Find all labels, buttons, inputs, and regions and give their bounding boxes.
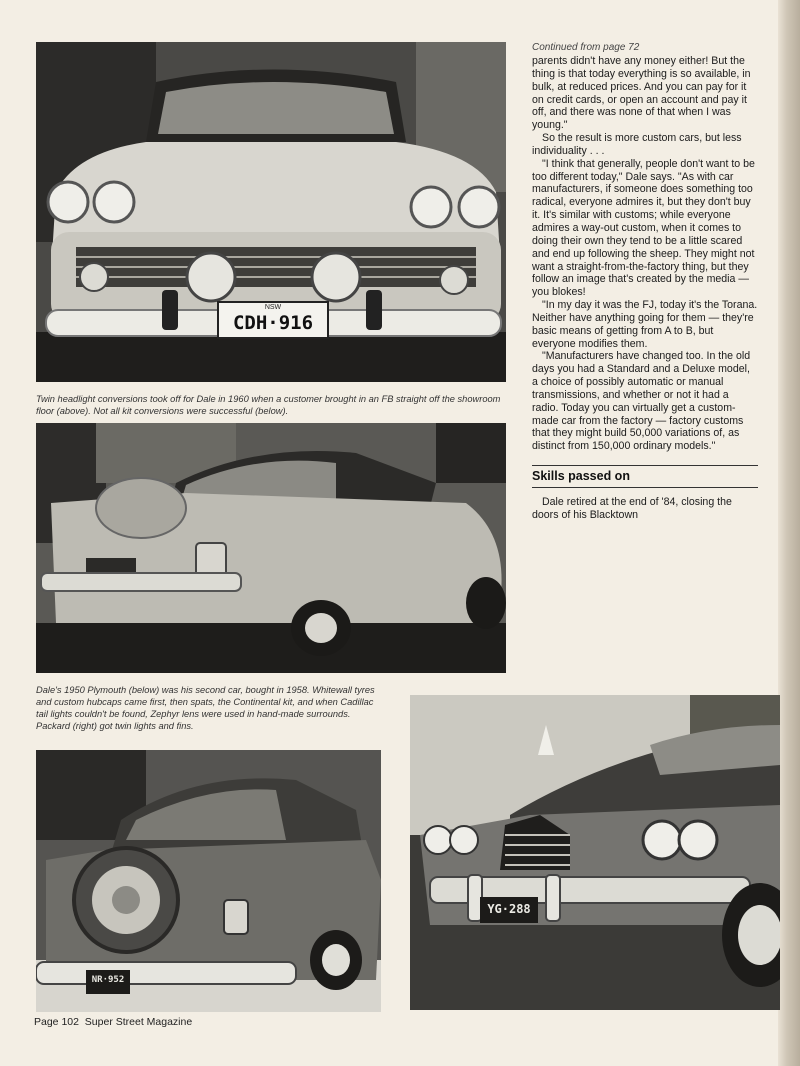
- subhead-rule: [532, 465, 758, 488]
- page-footer: Page 102 Super Street Magazine: [34, 1016, 193, 1028]
- packard-license-plate: YG·288: [487, 902, 531, 916]
- plymouth-license-plate: NR·952: [91, 975, 125, 985]
- article-paragraph: "I think that generally, people don't want to be too different today," Dale says. "As with car manufacturers, if someone does something too radical, everyone admires it, but they don't buy it. It's similar with customs; while everyone admires a way-out custom, when it comes to doing their own they tend to be a little scared and end up following the sheep. They might not want a straight-from-the-factory thing, but they follow an image that's created by the media — you blokes!: [532, 157, 755, 299]
- fb-plate-top: NSW: [264, 304, 282, 311]
- subhead-skills-passed-on: Skills passed on: [532, 469, 630, 484]
- page-spine-shadow: [778, 0, 800, 1066]
- article-paragraph: "Manufacturers have changed too. In the old days you had a Standard and a Deluxe model, a choice of possibly automatic or manual transmissions, and whether or not it had a radio. Today you can virtually get a custom-made car from the factory — factory customs that they might build 50,000 variations of, as distinct from 150,000 ordinary models.": [532, 350, 751, 453]
- article-column: [532, 42, 758, 522]
- article-paragraph: So the result is more custom cars, but less individuality . . .: [532, 132, 742, 157]
- article-paragraph: "In my day it was the FJ, today it's the Torana. Neither have anything going for them — they're basic means of getting from A to B, but everyone modifies them.: [532, 299, 758, 350]
- fb-license-plate: CDH·916: [232, 312, 314, 334]
- photo-plymouth-rear: [36, 750, 381, 1012]
- article-paragraph: parents didn't have any money either! But the thing is that today everything is so available, in bulk, at reduced prices. And you can pay for it on credit cards, or open an account and pay it off, and there was none of that when I was young.": [532, 55, 751, 132]
- photo-fb-holden-front: [36, 42, 506, 382]
- article-closing-paragraph: Dale retired at the end of '84, closing the doors of his Blacktown: [532, 496, 732, 521]
- caption-bottom: Dale's 1950 Plymouth (below) was his second car, bought in 1958. Whitewall tyres and custom hubcaps came first, then spats, the Continental kit, and when Cadillac tail lights couldn't be found, Zephyr lens were used in hand-made surrounds. Packard (right) got twin lights and fins.: [36, 685, 375, 731]
- caption-top: Twin headlight conversions took off for Dale in 1960 when a customer brought in an FB straight off the showroom floor (above). Not all kit conversions were successful (below).: [36, 394, 501, 416]
- photo-packard-front: [410, 695, 780, 1010]
- photo-kit-conversion-rear: [36, 423, 506, 673]
- continued-note: Continued from page 72: [532, 42, 640, 53]
